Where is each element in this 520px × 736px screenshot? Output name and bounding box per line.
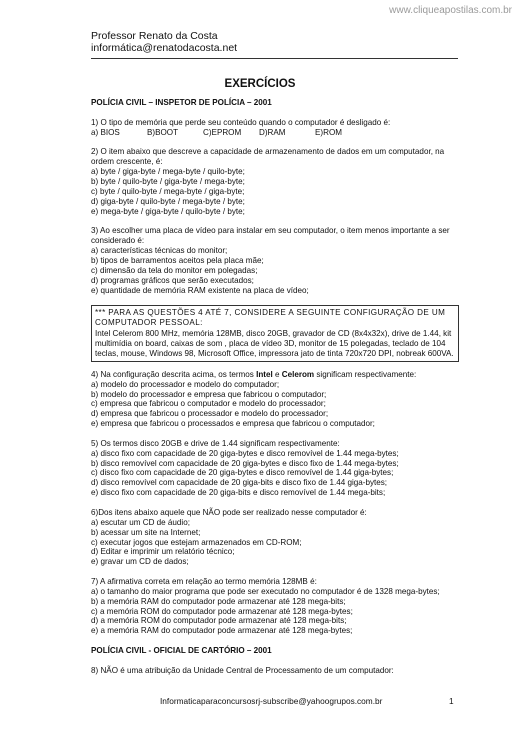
option: B)BOOT (147, 127, 179, 137)
question-text: 1) O tipo de memória que perde seu conteúdo quando o computador é desligado é: (91, 117, 391, 127)
question-7 (91, 577, 459, 636)
box-heading: *** PARA AS QUESTÕES 4 ATÉ 7, CONSIDERE A SEGUINTE CONFIGURAÇÃO DE UM COMPUTADOR PESSOAL: (95, 308, 446, 328)
option: a) BIOS (91, 127, 120, 137)
option: c) executar jogos que estejam armazenados em CD-ROM; (91, 537, 302, 547)
text-fragment: e (272, 369, 282, 379)
option: b) tipos de barramentos aceitos pela placa mãe; (91, 255, 264, 265)
option: b) modelo do processador e empresa que fabricou o computador; (91, 389, 327, 399)
question-text: 5) Os termos disco 20GB e drive de 1.44 significam respectivamente: (91, 438, 340, 448)
option: b) a memória RAM do computador pode armazenar até 128 mega-bits; (91, 596, 346, 606)
question-text: 6)Dos itens abaixo aquele que NÃO pode ser realizado nesse computador é: (91, 507, 367, 517)
option: C)EPROM (203, 127, 242, 137)
option: b) acessar um site na Internet; (91, 527, 201, 537)
question-5 (91, 439, 459, 498)
box-description: Intel Celerom 800 MHz, memória 128MB, disco 20GB, gravador de CD (8x4x32x), drive de 1.44, kit multimídia on board, caixas de som , placa de vídeo 3D, monitor de 15 polegadas, teclado de 104 teclas, mouse, Windows 98, Microsoft Office, impressora jato de tinta 720x720 DPI, nobreak 600VA. (95, 329, 454, 358)
footer-email: Informaticaparaconcursosrj-subscribe@yahoogrupos.com.br (160, 696, 383, 706)
page-number: 1 (449, 696, 454, 706)
option: e) quantidade de memória RAM existente na placa de vídeo; (91, 285, 309, 295)
option: c) dimensão da tela do monitor em polegadas; (91, 265, 258, 275)
question-1 (91, 118, 459, 138)
option: d) programas gráficos que serão executados; (91, 275, 254, 285)
question-text: 3) Ao escolher uma placa de vídeo para instalar em seu computador, o item menos importante a ser considerado é: (91, 226, 450, 246)
option: e) gravar um CD de dados; (91, 557, 189, 567)
text-fragment: 4) Na configuração descrita acima, os termos (91, 369, 257, 379)
section-heading: POLÍCIA CIVIL – INSPETOR DE POLÍCIA – 2001 (91, 98, 272, 107)
option: d) a memória ROM do computador pode armazenar até 128 mega-bits; (91, 616, 347, 626)
option: E)ROM (315, 127, 342, 137)
question-6 (91, 508, 459, 567)
author-name: Professor Renato da Costa (91, 30, 218, 42)
question-4 (91, 370, 459, 429)
option: a) modelo do processador e modelo do computador; (91, 379, 280, 389)
option: c) empresa que fabricou o computador e modelo do processador; (91, 399, 326, 409)
option: D)RAM (259, 127, 286, 137)
option: c) byte / quilo-byte / mega-byte / giga-byte; (91, 186, 245, 196)
option: c) a memória ROM do computador pode armazenar até 128 mega-bytes; (91, 606, 353, 616)
page-header (91, 30, 237, 54)
bold-term: Celerom (281, 369, 315, 379)
question-8 (91, 666, 459, 676)
option: d) Editar e imprimir um relatório técnico; (91, 547, 235, 557)
question-options (91, 128, 459, 138)
option: e) a memória RAM do computador pode armazenar até 128 mega-bytes; (91, 626, 353, 636)
option: d) disco removível com capacidade de 20 giga-bits e disco fixo de 1.44 giga-bytes; (91, 478, 388, 488)
option: b) byte / quilo-byte / giga-byte / mega-byte; (91, 177, 245, 187)
option: d) giga-byte / quilo-byte / mega-byte / byte; (91, 196, 245, 206)
question-text: 8) NÃO é uma atribuição da Unidade Central de Processamento de um computador: (91, 665, 394, 675)
document-body (91, 98, 459, 685)
option: d) empresa que fabricou o processador e modelo do processador; (91, 409, 329, 419)
section-heading: POLÍCIA CIVIL - OFICIAL DE CARTÓRIO – 2001 (91, 645, 272, 655)
option: c) disco fixo com capacidade de 20 giga-bytes e disco removível de 1.44 giga-bytes; (91, 468, 394, 478)
option: e) mega-byte / giga-byte / quilo-byte / byte; (91, 206, 245, 216)
header-divider (91, 58, 458, 59)
question-2 (91, 147, 459, 216)
option: a) escutar um CD de áudio; (91, 517, 190, 527)
option: e) disco fixo com capacidade de 20 giga-bits e disco removível de 1.44 mega-bits; (91, 488, 386, 498)
question-text (91, 370, 459, 380)
option: a) características técnicas do monitor; (91, 246, 228, 256)
question-3 (91, 226, 459, 295)
option: a) o tamanho do maior programa que pode ser executado no computador é de 1328 mega-bytes; (91, 586, 440, 596)
watermark: www.cliqueapostilas.com.br (389, 5, 512, 16)
author-email: informática@renatodacosta.net (91, 42, 238, 54)
text-fragment: significam respectivamente: (314, 369, 417, 379)
page-title: EXERCÍCIOS (224, 78, 296, 90)
question-text: 7) A afirmativa correta em relação ao termo memória 128MB é: (91, 576, 317, 586)
bold-term: Intel (256, 369, 273, 379)
option: a) byte / giga-byte / mega-byte / quilo-byte; (91, 167, 245, 177)
option: a) disco fixo com capacidade de 20 giga-bytes e disco removível de 1.44 mega-bytes; (91, 448, 399, 458)
question-text: 2) O item abaixo que descreve a capacidade de armazenamento de dados em um computador, na ordem crescente, é: (91, 147, 445, 167)
option: e) empresa que fabricou o processados e empresa que fabricou o computador; (91, 419, 375, 429)
configuration-box (91, 305, 459, 362)
option: b) disco removível com capacidade de 20 giga-bytes e disco fixo de 1.44 mega-bytes; (91, 458, 399, 468)
